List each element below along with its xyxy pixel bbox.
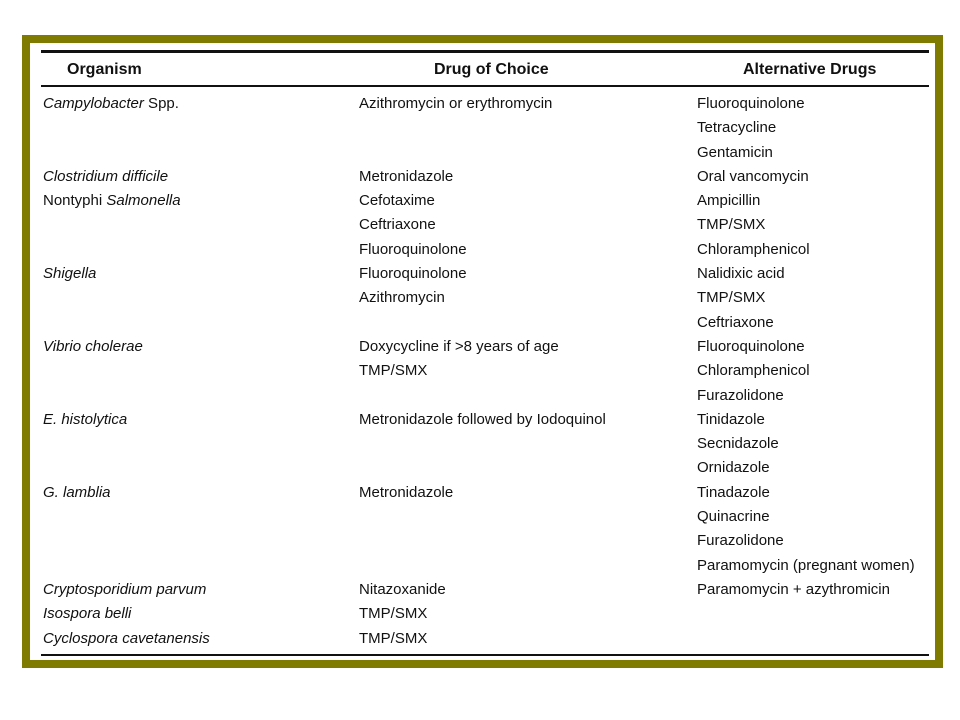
- drug-of-choice-cell: Nitazoxanide: [359, 580, 446, 598]
- organism-cell: [43, 484, 111, 502]
- drug-of-choice-cell: Azithromycin or erythromycin: [359, 95, 553, 112]
- drug-of-choice-cell: Metronidazole: [359, 483, 454, 501]
- table-row: [41, 190, 929, 263]
- table-row-line: [41, 433, 929, 457]
- table-row-line: [41, 166, 929, 190]
- table-row-line: [41, 312, 929, 336]
- alternative-drug-cell: Ceftriaxone: [697, 313, 774, 331]
- alternative-drug-cell: Chloramphenicol: [697, 240, 810, 258]
- organism-cell: [43, 192, 181, 210]
- alternative-drug-cell: TMP/SMX: [697, 289, 766, 307]
- drug-of-choice-cell: Fluoroquinolone: [359, 240, 467, 258]
- table-row-line: [41, 287, 929, 311]
- table-row: [41, 482, 929, 579]
- drug-of-choice-cell: Azithromycin: [359, 289, 445, 307]
- table-row-line: [41, 555, 929, 579]
- table-row-line: [41, 263, 929, 287]
- organism-text: E. histolytica: [43, 410, 128, 428]
- alternative-drug-cell: Ampicillin: [697, 192, 761, 210]
- table-row-line: [41, 603, 929, 627]
- organism-cell: [43, 411, 127, 429]
- table-row: [41, 603, 929, 627]
- organism-cell: [43, 95, 179, 113]
- table-row: [41, 409, 929, 482]
- table-row-line: [41, 142, 929, 166]
- drug-of-choice-cell: TMP/SMX: [359, 605, 428, 623]
- table-row: [41, 263, 929, 336]
- drug-of-choice-cell: Fluoroquinolone: [359, 265, 467, 283]
- slide-frame: [22, 35, 943, 668]
- organism-text: G. lamblia: [43, 483, 111, 501]
- alternative-drug-cell: Gentamicin: [697, 143, 773, 161]
- organism-text: Clostridium difficile: [43, 167, 169, 185]
- organism-cell: [43, 581, 206, 599]
- organism-text: Cryptosporidium parvum: [43, 580, 207, 598]
- header-alternative-drugs: Alternative Drugs: [743, 61, 877, 78]
- table-row-line: [41, 214, 929, 238]
- drug-of-choice-cell: Ceftriaxone: [359, 216, 436, 234]
- table-bottom-rule: [41, 654, 929, 656]
- table-row-line: [41, 360, 929, 384]
- organism-cell: [43, 168, 168, 186]
- table-row: [41, 336, 929, 409]
- alternative-drug-cell: Tetracycline: [697, 119, 777, 137]
- organism-cell: [43, 630, 210, 648]
- table-body: [41, 87, 929, 652]
- alternative-drug-cell: Tinadazole: [697, 483, 770, 501]
- alternative-drug-cell: Paramomycin (pregnant women): [697, 556, 915, 574]
- organism-text: Spp.: [143, 95, 179, 112]
- drug-of-choice-cell: Metronidazole followed by Iodoquinol: [359, 410, 606, 428]
- organism-text: Cyclospora cavetanensis: [43, 629, 210, 647]
- alternative-drug-cell: Secnidazole: [697, 435, 779, 453]
- alternative-drug-cell: Chloramphenicol: [697, 362, 810, 380]
- table-row-line: [41, 482, 929, 506]
- organism-cell: [43, 265, 96, 283]
- alternative-drug-cell: Fluoroquinolone: [697, 95, 805, 112]
- table-row: [41, 166, 929, 190]
- table-row: [41, 93, 929, 166]
- drug-of-choice-cell: TMP/SMX: [359, 362, 428, 380]
- organism-text: Isospora belli: [43, 605, 132, 623]
- table-header-row: [41, 53, 929, 87]
- organism-text: Campylobacter: [43, 95, 144, 112]
- alternative-drug-cell: Tinidazole: [697, 410, 765, 428]
- alternative-drug-cell: Ornidazole: [697, 459, 770, 477]
- organism-cell: [43, 605, 131, 623]
- organism-text: Nontyphi: [43, 192, 107, 210]
- table-row-line: [41, 530, 929, 554]
- organism-text: Salmonella: [106, 192, 181, 210]
- drug-of-choice-cell: Cefotaxime: [359, 192, 435, 210]
- alternative-drug-cell: Fluoroquinolone: [697, 337, 805, 355]
- table-row-line: [41, 409, 929, 433]
- table-row-line: [41, 385, 929, 409]
- drug-table: [41, 50, 929, 656]
- alternative-drug-cell: Paramomycin + azythromicin: [697, 580, 890, 598]
- table-row: [41, 628, 929, 652]
- organism-cell: [43, 338, 143, 356]
- table-row-line: [41, 457, 929, 481]
- drug-of-choice-cell: TMP/SMX: [359, 629, 428, 647]
- alternative-drug-cell: Oral vancomycin: [697, 167, 809, 185]
- alternative-drug-cell: Quinacrine: [697, 508, 770, 526]
- table-row-line: [41, 190, 929, 214]
- table-row-line: [41, 93, 929, 117]
- drug-of-choice-cell: Metronidazole: [359, 167, 454, 185]
- drug-of-choice-cell: Doxycycline if >8 years of age: [359, 337, 559, 355]
- table-row-line: [41, 628, 929, 652]
- organism-text: Shigella: [43, 265, 97, 283]
- alternative-drug-cell: TMP/SMX: [697, 216, 766, 234]
- table-row-line: [41, 117, 929, 141]
- table-row-line: [41, 336, 929, 360]
- alternative-drug-cell: Nalidixic acid: [697, 265, 785, 283]
- alternative-drug-cell: Furazolidone: [697, 386, 784, 404]
- header-organism: Organism: [67, 61, 142, 78]
- table-row: [41, 579, 929, 603]
- alternative-drug-cell: Furazolidone: [697, 532, 784, 550]
- table-row-line: [41, 239, 929, 263]
- organism-text: Vibrio cholerae: [43, 337, 143, 355]
- table-row-line: [41, 579, 929, 603]
- table-row-line: [41, 506, 929, 530]
- header-drug-of-choice: Drug of Choice: [434, 61, 549, 78]
